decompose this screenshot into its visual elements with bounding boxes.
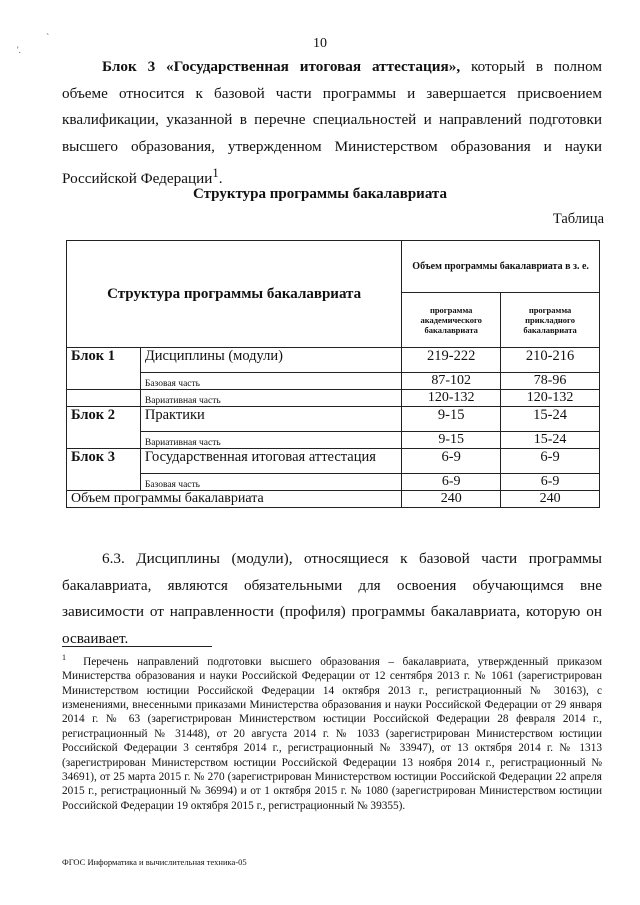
- academic-value: 87-102: [402, 373, 501, 390]
- part-label: Вариативная часть: [140, 390, 401, 407]
- header-volume: Объем программы бакалавриата в з. е.: [402, 241, 600, 293]
- table-row: [67, 348, 600, 373]
- total-applied: 240: [501, 491, 600, 508]
- part-label: Базовая часть: [140, 474, 401, 491]
- table-row: [67, 373, 600, 390]
- block-label: Блок 2: [67, 407, 141, 432]
- structure-title: Структура программы бакалавриата: [193, 186, 447, 202]
- footnote: [62, 651, 602, 813]
- scan-mark: `: [46, 33, 50, 44]
- footnote-text: Перечень направлений подготовки высшего образования – бакалавриата, утвержденный приказом Министерства образования и науки Российской Федерации от 12 сентября 2013 г. № 1061 (зарегистрирован Министерством юстиции Российской Федерации 14 октября 2013 г., регистрационный № 30163), с изменениями, внесенными приказами Министерства образования и науки Российской Федерации от 29 января 2014 г. № 63 (зарегистрирован Министерством юстиции Российской Федерации 28 февраля 2014 г., регистрационный № 31448), от 20 августа 2014 г. № 1033 (зарегистрирован Министерством юстиции Российской Федерации 3 сентября 2014 г., регистрационный № 33947), от 13 октября 2014 г. № 1313 (зарегистрирован Министерством юстиции Российской Федерации 13 ноября 2014 г., регистрационный № 34691), от 25 марта 2015 г. № 270 (зарегистрирован Министерством юстиции Российской Федерации 22 апреля 2015 г., регистрационный № 36994) и от 1 октября 2015 г. № 1080 (зарегистрирован Министерством юстиции Российской Федерации 19 октября 2015 г., регистрационный № 39355).: [62, 655, 602, 812]
- academic-value: 219-222: [402, 348, 501, 373]
- header-structure: Структура программы бакалавриата: [67, 241, 402, 348]
- applied-value: 15-24: [501, 407, 600, 432]
- academic-value: 6-9: [402, 449, 501, 474]
- academic-value: 6-9: [402, 474, 501, 491]
- table-row: [67, 474, 600, 491]
- table-row-total: [67, 491, 600, 508]
- header-applied: программа прикладного бакалавриата: [501, 293, 600, 348]
- table-row: [67, 432, 600, 449]
- header-academic: программа академического бакалавриата: [402, 293, 501, 348]
- section-6-3-paragraph: 6.3. Дисциплины (модули), относящиеся к базовой части программы бакалавриата, являются обязательными для освоения обучающимся вне зависимости от направленности (профиля) программы бакалавриата, которую он осваивает.: [62, 550, 602, 647]
- scan-mark: '.: [17, 45, 21, 55]
- footnote-ref[interactable]: 1: [212, 166, 219, 180]
- page-number: 10: [313, 36, 327, 51]
- total-label: Объем программы бакалавриата: [67, 491, 402, 508]
- block-label: Блок 1: [67, 348, 141, 373]
- intro-text: который в полном объеме относится к базовой части программы и завершается присвоением квалификации, указанной в перечне специальностей и направлений подготовки высшего образования, утвержденном Министерством образования и науки Российской Федерации: [62, 58, 602, 188]
- block-label: Блок 3: [67, 449, 141, 474]
- applied-value: 120-132: [501, 390, 600, 407]
- footnote-marker: 1: [62, 653, 66, 662]
- footnote-divider: [62, 646, 212, 647]
- table-row: [67, 407, 600, 432]
- applied-value: 6-9: [501, 449, 600, 474]
- part-label: Базовая часть: [140, 373, 401, 390]
- table-row: [67, 390, 600, 407]
- block-title: Государственная итоговая аттестация: [140, 449, 401, 474]
- applied-value: 210-216: [501, 348, 600, 373]
- part-label: Вариативная часть: [140, 432, 401, 449]
- page-footer: ФГОС Информатика и вычислительная техника-05: [62, 857, 247, 867]
- block-title: Дисциплины (модули): [140, 348, 401, 373]
- block3-lead: Блок 3 «Государственная итоговая аттестация»,: [102, 58, 461, 75]
- academic-value: 9-15: [402, 407, 501, 432]
- academic-value: 9-15: [402, 432, 501, 449]
- intro-paragraph: Блок 3 «Государственная итоговая аттестация», который в полном объеме относится к базовой части программы и завершается присвоением квалификации, указанной в перечне специальностей и направлений подготовки высшего образования, утвержденном Министерством образования и науки Российской Федерации$^1$.: [62, 58, 602, 188]
- table-label: Таблица: [552, 211, 604, 227]
- block-title: Практики: [140, 407, 401, 432]
- total-academic: 240: [402, 491, 501, 508]
- applied-value: 15-24: [501, 432, 600, 449]
- applied-value: 78-96: [501, 373, 600, 390]
- table-row: [67, 449, 600, 474]
- program-structure-table: [66, 240, 600, 508]
- academic-value: 120-132: [402, 390, 501, 407]
- applied-value: 6-9: [501, 474, 600, 491]
